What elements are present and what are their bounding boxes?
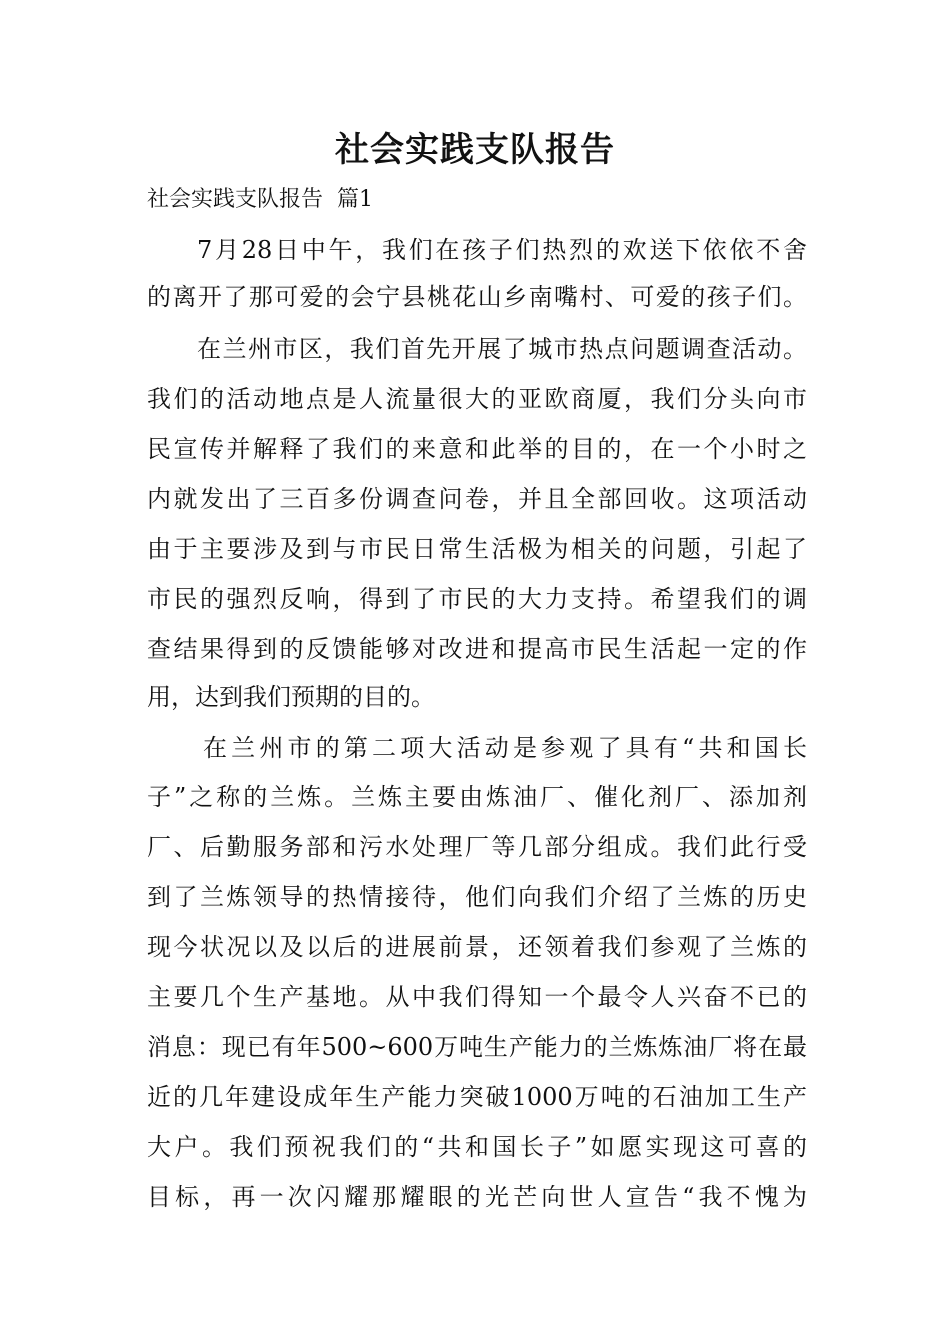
body-line: 查结果得到的反馈能够对改进和提高市民生活起一定的作: [147, 635, 807, 663]
body-line: 市民的强烈反响，得到了市民的大力支持。希望我们的调: [147, 585, 807, 613]
body-line: 我们的活动地点是人流量很大的亚欧商厦，我们分头向市: [147, 385, 807, 413]
body-line: 目标，再一次闪耀那耀眼的光芒向世人宣告“我不愧为: [147, 1183, 807, 1211]
body-line: 由于主要涉及到与市民日常生活极为相关的问题，引起了: [147, 535, 807, 563]
body-line: 厂、后勤服务部和污水处理厂等几部分组成。我们此行受: [147, 833, 807, 861]
body-line: 大户。我们预祝我们的“共和国长子”如愿实现这可喜的: [147, 1133, 807, 1161]
section-heading: 社会实践支队报告 篇1: [147, 187, 373, 212]
body-line: 子”之称的兰炼。兰炼主要由炼油厂、催化剂厂、添加剂: [147, 783, 807, 811]
body-line: 民宣传并解释了我们的来意和此举的目的，在一个小时之: [147, 435, 807, 463]
body-line: 到了兰炼领导的热情接待，他们向我们介绍了兰炼的历史: [147, 883, 807, 911]
body-line: 消息：现已有年500~600万吨生产能力的兰炼炼油厂将在最: [147, 1033, 807, 1061]
body-line: 主要几个生产基地。从中我们得知一个最令人兴奋不已的: [147, 983, 807, 1011]
body-line: 在兰州市区，我们首先开展了城市热点问题调查活动。: [197, 335, 807, 363]
body-line: 内就发出了三百多份调查问卷，并且全部回收。这项活动: [147, 485, 807, 513]
document-title: 社会实践支队报告: [335, 130, 615, 170]
body-line: 7月28日中午，我们在孩子们热烈的欢送下依依不舍: [197, 236, 807, 264]
body-line: 近的几年建设成年生产能力突破1000万吨的石油加工生产: [147, 1083, 807, 1111]
body-line: 用，达到我们预期的目的。: [147, 683, 435, 711]
body-line: 现今状况以及以后的进展前景，还领着我们参观了兰炼的: [147, 933, 807, 961]
body-line: 在兰州市的第二项大活动是参观了具有“共和国长: [203, 734, 807, 762]
body-line: 的离开了那可爱的会宁县桃花山乡南嘴村、可爱的孩子们。: [147, 283, 807, 311]
